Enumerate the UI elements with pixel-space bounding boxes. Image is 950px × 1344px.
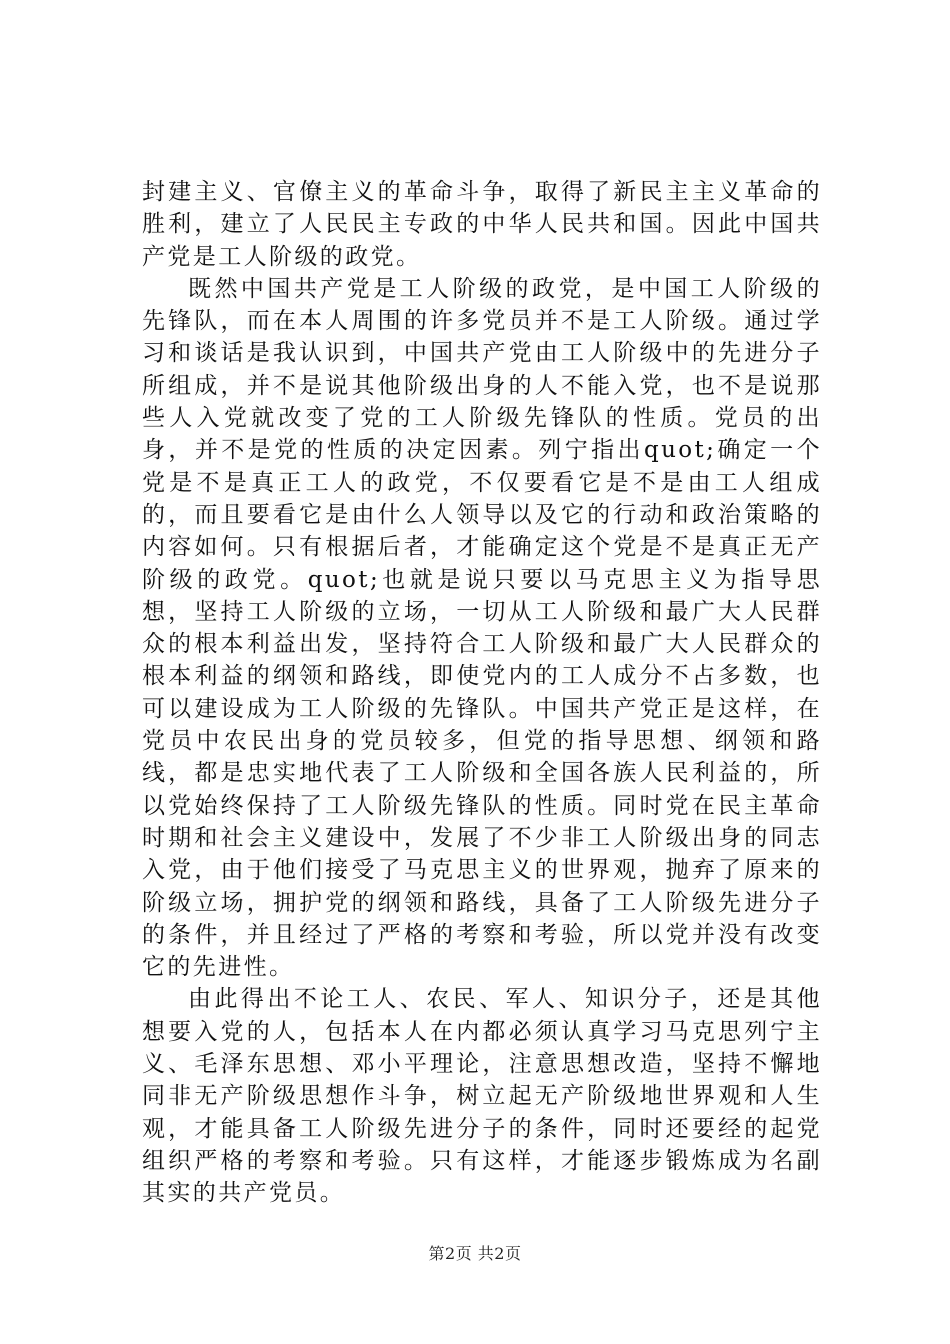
page-footer: 第2页 共2页 — [428, 1244, 522, 1263]
paragraph-1: 封建主义、官僚主义的革命斗争，取得了新民主主义革命的胜利，建立了人民民主专政的中华人民共和国。因此中国共产党是工人阶级的政党。 — [142, 179, 822, 270]
paragraph-2: 既然中国共产党是工人阶级的政党，是中国工人阶级的先锋队，而在本人周围的许多党员并不是工人阶级。通过学习和谈话是我认识到，中国共产党由工人阶级中的先进分子所组成，并不是说其他阶级出身的人不能入党，也不是说那些人入党就改变了党的工人阶级先锋队的性质。党员的出身，并不是党的性质的决定因素。列宁指出quot;确定一个党是不是真正工人的政党，不仅要看它是不是由工人组成的，而且要看它是由什么人领导以及它的行动和政治策略的内容如何。只有根据后者，才能确定这个党是不是真正无产阶级的政党。quot;也就是说只要以马克思主义为指导思想，坚持工人阶级的立场，一切从工人阶级和最广大人民群众的根本利益出发，坚持符合工人阶级和最广大人民群众的根本利益的纲领和路线，即使党内的工人成分不占多数，也可以建设成为工人阶级的先锋队。中国共产党正是这样，在党员中农民出身的党员较多，但党的指导思想、纲领和路线，都是忠实地代表了工人阶级和全国各族人民利益的，所以党始终保持了工人阶级先锋队的性质。同时党在民主革命时期和社会主义建设中，发展了不少非工人阶级出身的同志入党，由于他们接受了马克思主义的世界观，抛弃了原来的阶级立场，拥护党的纲领和路线，具备了工人阶级先进分子的条件，并且经过了严格的考察和考验，所以党并没有改变它的先进性。 — [142, 275, 822, 981]
paragraph-3: 由此得出不论工人、农民、军人、知识分子，还是其他想要入党的人，包括本人在内都必须认真学习马克思列宁主义、毛泽东思想、邓小平理论，注意思想改造，坚持不懈地同非无产阶级思想作斗争，树立起无产阶级地世界观和人生观，才能具备工人阶级先进分子的条件，同时还要经的起党组织严格的考察和考验。只有这样，才能逐步锻炼成为名副其实的共产党员。 — [142, 986, 822, 1207]
document-body — [142, 176, 822, 1210]
